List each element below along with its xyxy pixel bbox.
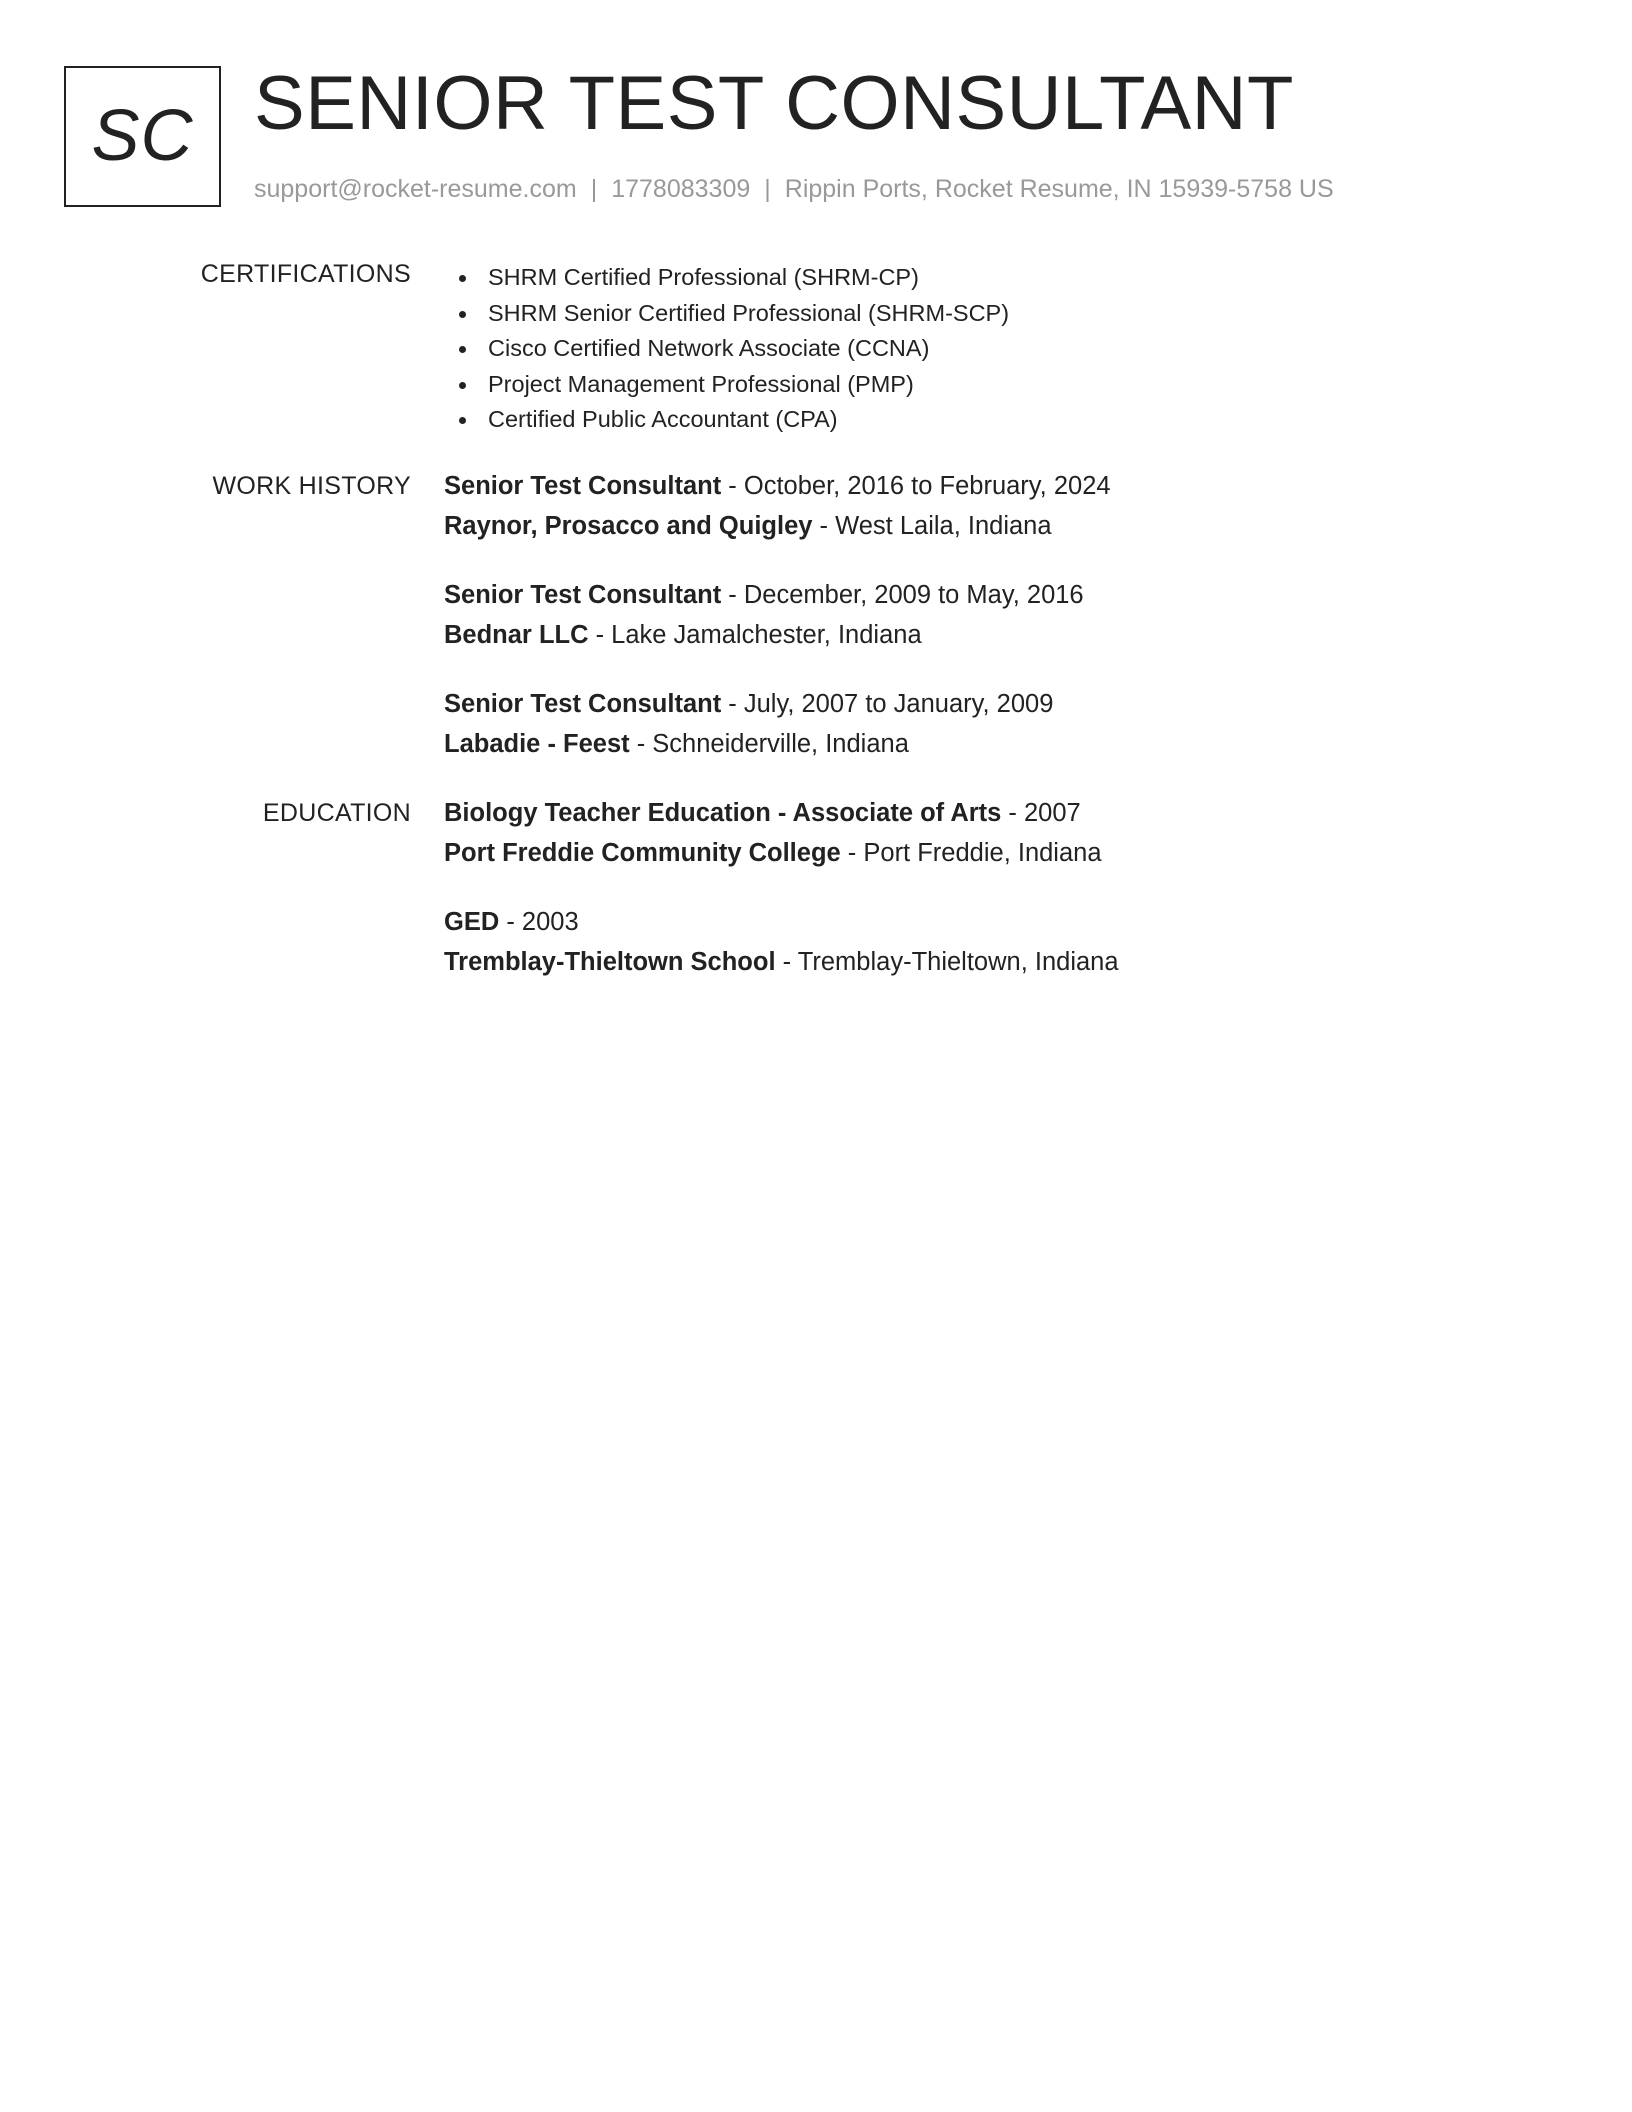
- section-label-certifications: CERTIFICATIONS: [200, 260, 411, 288]
- employer-name: Bednar LLC: [444, 621, 589, 649]
- contact-separator: |: [764, 175, 771, 203]
- education-entry: [444, 793, 1102, 873]
- school-name: Tremblay-Thieltown School: [444, 948, 776, 976]
- education-entry-heading: [444, 902, 1119, 942]
- section-label-work-history: WORK HISTORY: [212, 472, 411, 500]
- contact-phone: 1778083309: [611, 175, 751, 203]
- work-entry-employer-line: [444, 615, 1084, 655]
- job-dates: - December, 2009 to May, 2016: [721, 581, 1084, 609]
- work-entry: [444, 466, 1111, 546]
- employer-location: - Lake Jamalchester, Indiana: [588, 621, 922, 649]
- education-entry-school-line: [444, 942, 1119, 982]
- monogram-initials: SC: [91, 95, 194, 176]
- job-title: Senior Test Consultant: [444, 581, 722, 609]
- work-entry-heading: [444, 575, 1084, 615]
- work-entry-employer-line: [444, 724, 1053, 764]
- contact-email: support@rocket-resume.com: [254, 175, 577, 203]
- job-title: Senior Test Consultant: [444, 690, 722, 718]
- employer-location: - Schneiderville, Indiana: [629, 730, 909, 758]
- contact-address: Rippin Ports, Rocket Resume, IN 15939-5758 US: [784, 175, 1334, 203]
- list-item: SHRM Certified Professional (SHRM-CP): [444, 260, 1009, 296]
- work-entry: [444, 684, 1053, 764]
- degree-name: GED: [444, 908, 500, 936]
- degree-year: - 2003: [499, 908, 579, 936]
- job-dates: - July, 2007 to January, 2009: [721, 690, 1054, 718]
- resume-title: SENIOR TEST CONSULTANT: [254, 61, 1294, 146]
- list-item: SHRM Senior Certified Professional (SHRM-SCP): [444, 296, 1009, 332]
- certifications-list: [444, 260, 1009, 438]
- work-entry: [444, 575, 1084, 655]
- school-location: - Tremblay-Thieltown, Indiana: [775, 948, 1119, 976]
- work-entry-employer-line: [444, 506, 1111, 546]
- education-entry-heading: [444, 793, 1102, 833]
- employer-name: Labadie - Feest: [444, 730, 630, 758]
- employer-name: Raynor, Prosacco and Quigley: [444, 512, 813, 540]
- degree-name: Biology Teacher Education - Associate of Arts: [444, 799, 1002, 827]
- school-name: Port Freddie Community College: [444, 839, 841, 867]
- section-label-education: EDUCATION: [262, 799, 411, 827]
- education-entry-school-line: [444, 833, 1102, 873]
- contact-separator: |: [590, 175, 598, 203]
- job-dates: - October, 2016 to February, 2024: [721, 472, 1111, 500]
- school-location: - Port Freddie, Indiana: [840, 839, 1102, 867]
- education-entry: [444, 902, 1119, 982]
- work-entry-heading: [444, 466, 1111, 506]
- list-item: Project Management Professional (PMP): [444, 367, 1009, 403]
- contact-line: [254, 174, 1334, 204]
- list-item: Cisco Certified Network Associate (CCNA): [444, 331, 1009, 367]
- monogram-box: [64, 66, 221, 207]
- job-title: Senior Test Consultant: [444, 472, 722, 500]
- list-item: Certified Public Accountant (CPA): [444, 402, 1009, 438]
- work-entry-heading: [444, 684, 1053, 724]
- employer-location: - West Laila, Indiana: [812, 512, 1052, 540]
- degree-year: - 2007: [1001, 799, 1081, 827]
